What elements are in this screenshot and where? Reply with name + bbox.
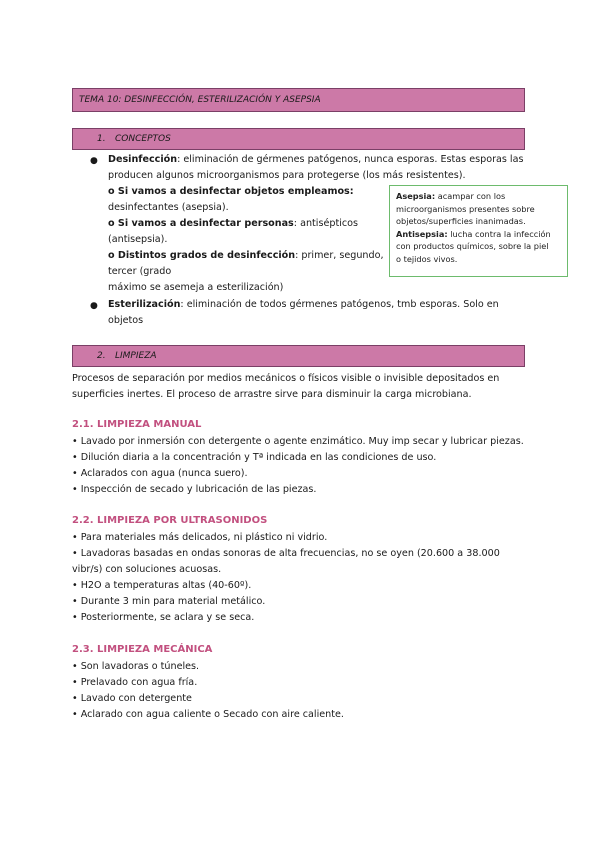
list-item: • Inspección de secado y lubricación de las piezas.: [72, 484, 317, 495]
list-item: • Para materiales más delicados, ni plástico ni vidrio.: [72, 532, 328, 543]
list-item: • Lavadoras basadas en ondas sonoras de alta frecuencias, no se oyen (20.600 a 38.000: [72, 548, 500, 559]
objetos-rest: desinfectantes (asepsia).: [108, 202, 229, 213]
section-bar-limpieza: [72, 345, 525, 367]
personas-line: o Si vamos a desinfectar personas: antisépticos: [108, 218, 359, 229]
personas-rest: (antisepsia).: [108, 234, 168, 245]
heading-limpieza-ultrasonidos: 2.2. LIMPIEZA POR ULTRASONIDOS: [72, 515, 268, 526]
list-item: vibr/s) con soluciones acuosas.: [72, 564, 222, 575]
limpieza-intro-line1: Procesos de separación por medios mecánicos o físicos visible o invisible depositados en: [72, 373, 500, 384]
list-item: • Dilución diaria a la concentración y Tª indicada en las condiciones de uso.: [72, 452, 437, 463]
section-number: 1.: [97, 134, 106, 144]
section-bar-conceptos: [72, 128, 525, 150]
list-item: • Lavado por inmersión con detergente o agente enzimático. Muy imp secar y lubricar piezas.: [72, 436, 524, 447]
list-item: • Aclarados con agua (nunca suero).: [72, 468, 248, 479]
desinfeccion-term: Desinfección: [108, 154, 178, 165]
heading-limpieza-manual: 2.1. LIMPIEZA MANUAL: [72, 419, 202, 430]
list-item: • Durante 3 min para material metálico.: [72, 596, 266, 607]
desinfeccion-line1: Desinfección: eliminación de gérmenes patógenos, nunca esporas. Estas esporas las: [108, 154, 524, 165]
limpieza-intro-line2: superficies inertes. El proceso de arrastre sirve para disminuir la carga microbiana.: [72, 389, 472, 400]
list-item: • Lavado con detergente: [72, 693, 192, 704]
list-item: • Prelavado con agua fría.: [72, 677, 198, 688]
objetos-line: o Si vamos a desinfectar objetos empleamos:: [108, 186, 354, 197]
esterilizacion-line1: Esterilización: eliminación de todos gérmenes patógenos, tmb esporas. Solo en: [108, 299, 499, 310]
definition-note-box: Asepsia: acampar con los microorganismos presentes sobre objetos/superficies inanimadas. Antisepsia: lucha contra la infección con productos químicos, sobre la piel o tejidos vivos.: [389, 185, 568, 277]
section-title: CONCEPTOS: [115, 134, 171, 144]
heading-limpieza-mecanica: 2.3. LIMPIEZA MECÁNICA: [72, 644, 213, 655]
document-title: TEMA 10: DESINFECCIÓN, ESTERILIZACIÓN Y ASEPSIA: [79, 95, 321, 105]
list-item: • Son lavadoras o túneles.: [72, 661, 200, 672]
title-bar: [72, 88, 525, 112]
list-item: • H2O a temperaturas altas (40-60º).: [72, 580, 252, 591]
section-number: 2.: [97, 351, 106, 361]
grados-line: o Distintos grados de desinfección: primer, segundo,: [108, 250, 384, 261]
grados-line3: máximo se asemeja a esterilización): [108, 282, 284, 293]
list-item: • Posteriormente, se aclara y se seca.: [72, 612, 255, 623]
desinfeccion-line2: producen algunos microorganismos para protegerse (los más resistentes).: [108, 170, 466, 181]
esterilizacion-term: Esterilización: [108, 299, 181, 310]
section-title: LIMPIEZA: [115, 351, 157, 361]
list-item: • Aclarado con agua caliente o Secado con aire caliente.: [72, 709, 344, 720]
grados-line2: tercer (grado: [108, 266, 172, 277]
esterilizacion-line2: objetos: [108, 315, 144, 326]
bullet-dot: ●: [90, 156, 98, 166]
bullet-dot: ●: [90, 301, 98, 311]
